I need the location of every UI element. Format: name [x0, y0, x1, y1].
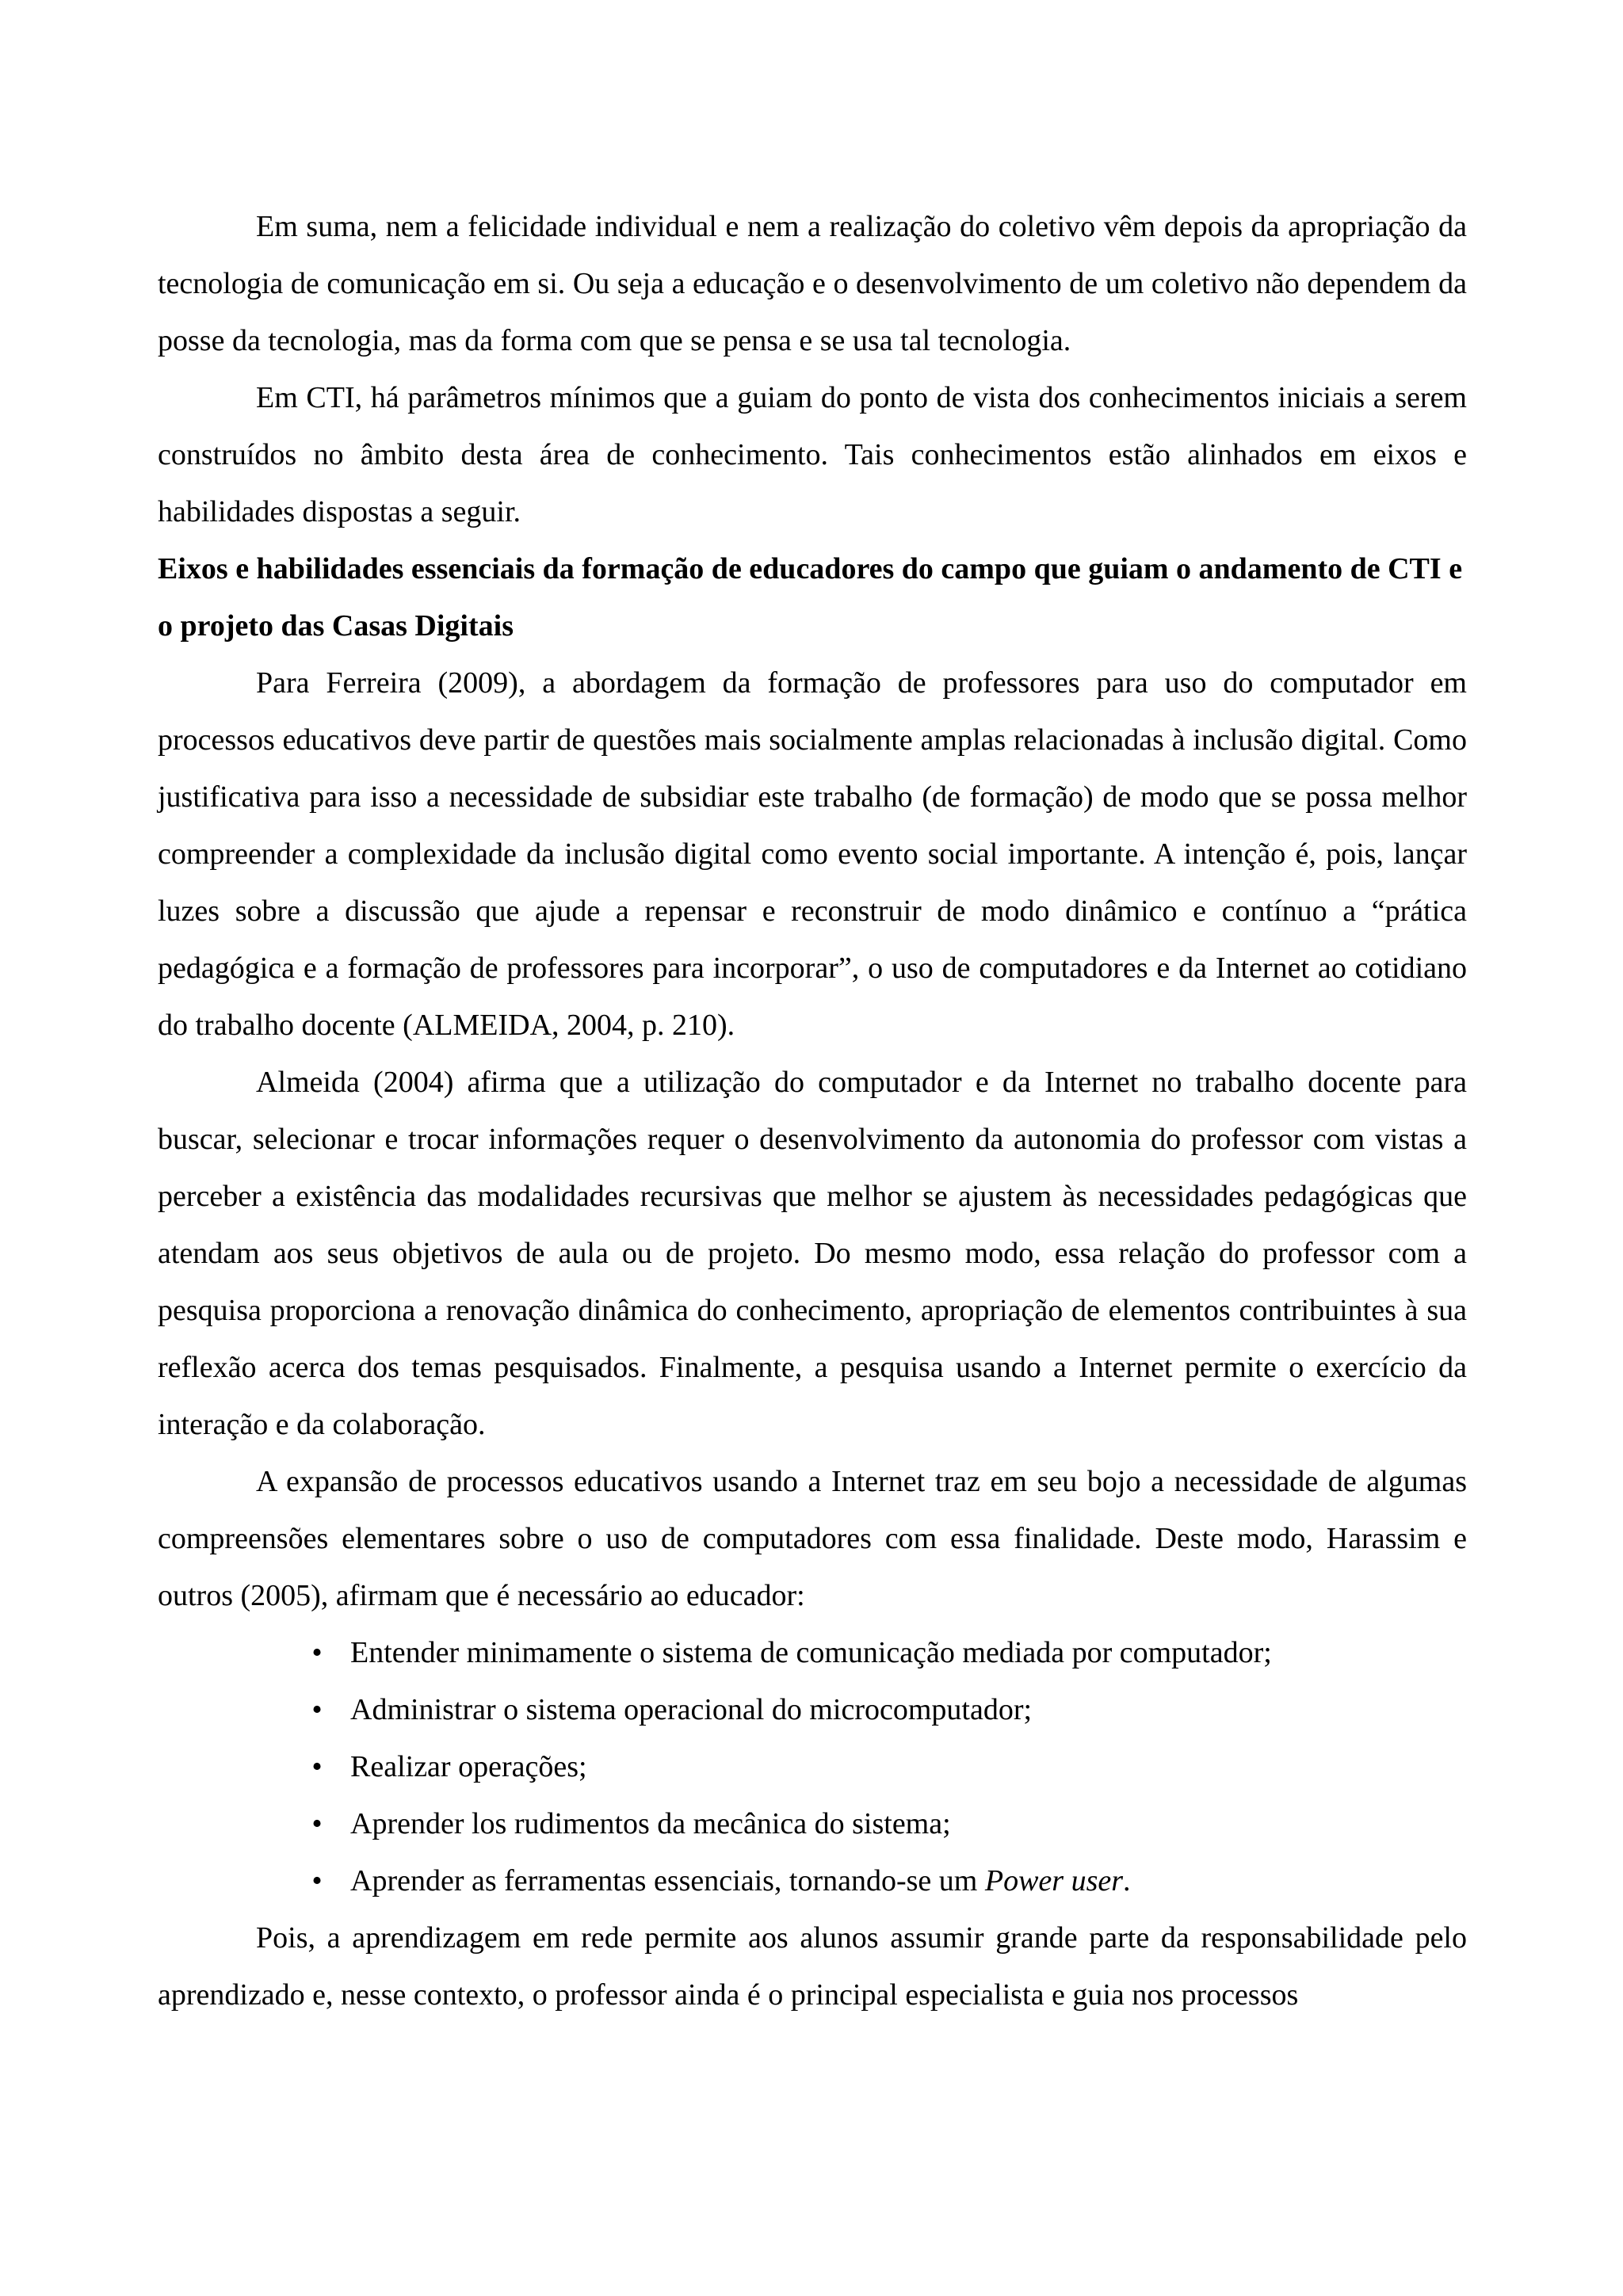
paragraph-4: Almeida (2004) afirma que a utilização do computador e da Internet no trabalho docente para buscar, selecionar e trocar informações requer o desenvolvimento da autonomia do professor com vistas a perceber a existência das modalidades recursivas que melhor se ajustem às necessidades pedagógicas que atendam aos seus objetivos de aula ou de projeto. Do mesmo modo, essa relação do professor com a pesquisa proporciona a renovação dinâmica do conhecimento, apropriação de elementos contribuintes à sua reflexão acerca dos temas pesquisados. Finalmente, a pesquisa usando a Internet permite o exercício da interação e da colaboração. [158, 1066, 1467, 1441]
bullet-list [158, 1624, 1467, 1909]
list-item-emphasis: Power user [984, 1864, 1124, 1897]
list-item-text: Aprender as ferramentas essenciais, tornando-se um [350, 1864, 985, 1897]
paragraph-5: A expansão de processos educativos usando a Internet traz em seu bojo a necessidade de algumas compreensões elementares sobre o uso de computadores com essa finalidade. Deste modo, Harassim e outros (2005), afirmam que é necessário ao educador: [158, 1465, 1467, 1612]
list-item-text: Aprender los rudimentos da mecânica do sistema; [350, 1807, 951, 1840]
list-item [158, 1738, 1467, 1795]
list-item [158, 1795, 1467, 1852]
list-item-text: Entender minimamente o sistema de comunicação mediada por computador; [350, 1636, 1272, 1669]
section-heading: Eixos e habilidades essenciais da formação de educadores do campo que guiam o andamento de CTI e o projeto das Casas Digitais [158, 552, 1463, 643]
list-item-text: Realizar operações; [350, 1750, 587, 1783]
paragraph-1: Em suma, nem a felicidade individual e nem a realização do coletivo vêm depois da apropriação da tecnologia de comunicação em si. Ou seja a educação e o desenvolvimento de um coletivo não dependem da posse da tecnologia, mas da forma com que se pensa e se usa tal tecnologia. [158, 210, 1467, 357]
list-item-end: . [1123, 1864, 1131, 1897]
list-item [158, 1681, 1467, 1738]
bullet-icon: • [311, 1636, 323, 1669]
paragraph-6: Pois, a aprendizagem em rede permite aos alunos assumir grande parte da responsabilidade pelo aprendizado e, nesse contexto, o professor ainda é o principal especialista e guia nos processos [158, 1921, 1467, 2012]
list-item-text: Administrar o sistema operacional do microcomputador; [350, 1693, 1033, 1726]
paragraph-2: Em CTI, há parâmetros mínimos que a guiam do ponto de vista dos conhecimentos iniciais a serem construídos no âmbito desta área de conhecimento. Tais conhecimentos estão alinhados em eixos e habilidades dispostas a seguir. [158, 381, 1467, 528]
document-page [158, 198, 1467, 2023]
bullet-icon: • [311, 1864, 323, 1897]
list-item [158, 1624, 1467, 1681]
bullet-icon: • [311, 1693, 323, 1726]
list-item [158, 1852, 1467, 1909]
bullet-icon: • [311, 1807, 323, 1840]
bullet-icon: • [311, 1750, 323, 1783]
paragraph-3: Para Ferreira (2009), a abordagem da formação de professores para uso do computador em processos educativos deve partir de questões mais socialmente amplas relacionadas à inclusão digital. Como justificativa para isso a necessidade de subsidiar este trabalho (de formação) de modo que se possa melhor compreender a complexidade da inclusão digital como evento social importante. A intenção é, pois, lançar luzes sobre a discussão que ajude a repensar e reconstruir de modo dinâmico e contínuo a “prática pedagógica e a formação de professores para incorporar”, o uso de computadores e da Internet ao cotidiano do trabalho docente (ALMEIDA, 2004, p. 210). [158, 666, 1467, 1042]
